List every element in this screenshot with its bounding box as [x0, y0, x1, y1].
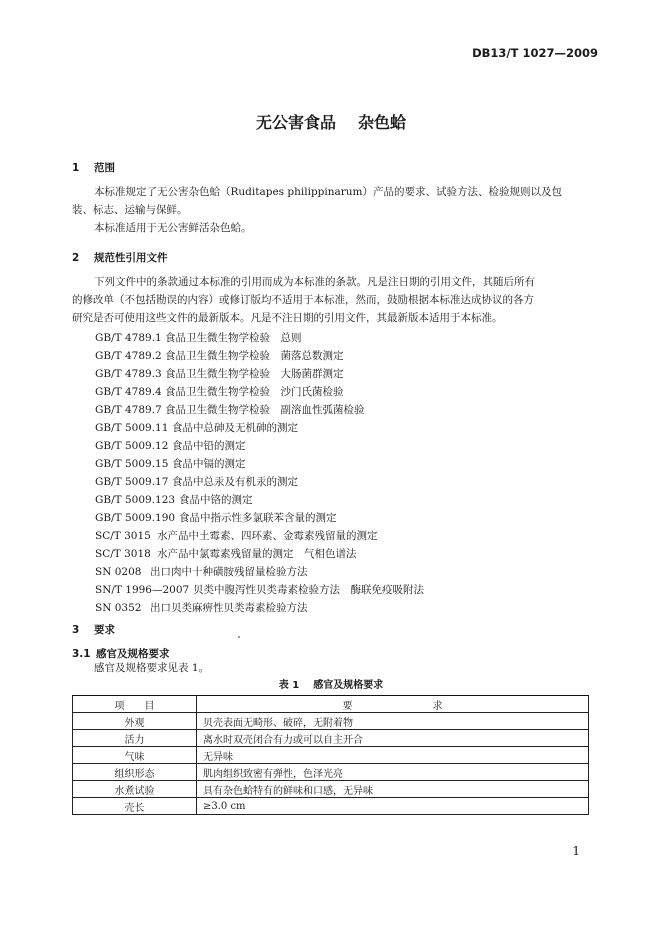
- reference-id: GB/T 5009.190: [95, 512, 176, 524]
- row-requirement: 无异味: [197, 747, 589, 764]
- row-item: 组织形态: [73, 764, 197, 781]
- row-requirement: 具有杂色蛤特有的鲜味和口感，无异味: [197, 781, 589, 798]
- section-1-paragraph-1-line-1: 本标准规定了无公害杂色蛤（Ruditapes philippinarum）产品的要求、试验方法、检验规则以及包: [94, 186, 563, 198]
- reference-item: [95, 528, 378, 543]
- reference-title: 食品卫生微生物学检验 大肠菌群测定: [165, 368, 344, 380]
- reference-title: 出口贝类麻痹性贝类毒素检验方法: [150, 602, 308, 614]
- reference-item: [95, 330, 302, 345]
- table-row: [73, 747, 589, 764]
- reference-item: [95, 384, 344, 399]
- reference-title: 食品中铅的测定: [172, 440, 246, 452]
- reference-item: [95, 564, 308, 579]
- reference-title: 食品卫生微生物学检验 总则: [165, 332, 302, 344]
- table-row: [73, 798, 589, 815]
- reference-item: [95, 582, 424, 597]
- table-1-title: 感官及规格要求: [313, 680, 384, 691]
- row-item: 气味: [73, 747, 197, 764]
- reference-title: 食品中总砷及无机砷的测定: [172, 422, 298, 434]
- row-item: 壳长: [73, 798, 197, 815]
- reference-title: 出口肉中十种磺胺残留量检验方法: [150, 566, 308, 578]
- reference-id: GB/T 5009.11: [95, 422, 169, 434]
- section-3-heading: [72, 622, 115, 637]
- table-1-number: 表 1: [278, 680, 300, 691]
- reference-item: [95, 474, 298, 489]
- subsection-3-1-text: 感官及规格要求见表 1。: [94, 662, 210, 674]
- row-requirement: 贝壳表面无畸形、破碎，无附着物: [197, 713, 589, 730]
- reference-id: GB/T 4789.1: [95, 332, 162, 344]
- reference-item: [95, 402, 365, 417]
- subsection-3-1-heading: [72, 646, 170, 661]
- row-requirement: 离水时双壳闭合有力或可以自主开合: [197, 730, 589, 747]
- reference-item: [95, 438, 246, 453]
- section-1-paragraph-1-line-2: 装、标志、运输与保鲜。: [72, 204, 188, 216]
- standard-code: DB13/T 1027—2009: [472, 46, 598, 60]
- print-speck: [238, 636, 240, 638]
- reference-item: [95, 546, 357, 561]
- row-item: 外观: [73, 713, 197, 730]
- reference-title: 食品中指示性多氯联苯含量的测定: [179, 512, 337, 524]
- reference-id: GB/T 5009.12: [95, 440, 169, 452]
- section-3-title: 要求: [94, 624, 115, 636]
- table-row: [73, 764, 589, 781]
- subsection-3-1-title: 感官及规格要求: [96, 648, 170, 660]
- reference-id: GB/T 5009.15: [95, 458, 169, 470]
- reference-title: 水产品中氯霉素残留量的测定 气相色谱法: [157, 548, 357, 560]
- title-part-1: 无公害食品: [255, 113, 336, 132]
- section-1-number: 1: [72, 162, 80, 174]
- section-2-paragraph-line-2: 的修改单（不包括勘误的内容）或修订版均不适用于本标准，然而，鼓励根据本标准达成协议的各方: [72, 294, 534, 306]
- reference-id: SC/T 3018: [95, 548, 151, 560]
- section-2-number: 2: [72, 252, 80, 264]
- section-2-heading: [72, 250, 168, 265]
- reference-id: SC/T 3015: [95, 530, 151, 542]
- section-2-paragraph-line-3: 研究是否可使用这些文件的最新版本。凡是不注日期的引用文件，其最新版本适用于本标准。: [72, 312, 503, 324]
- reference-id: GB/T 5009.123: [95, 494, 176, 506]
- reference-item: [95, 600, 308, 615]
- section-1-paragraph-2: 本标准适用于无公害鲜活杂色蛤。: [94, 222, 252, 234]
- reference-title: 食品中铬的测定: [179, 494, 253, 506]
- reference-id: SN/T 1996—2007: [95, 584, 190, 596]
- reference-item: [95, 348, 344, 363]
- sensory-spec-table: [72, 695, 589, 815]
- reference-id: GB/T 4789.7: [95, 404, 162, 416]
- title-part-2: 杂色蛤: [358, 113, 407, 132]
- section-2-title: 规范性引用文件: [94, 252, 168, 264]
- reference-title: 贝类中腹泻性贝类毒素检验方法 酶联免疫吸附法: [193, 584, 424, 596]
- column-header-item: 项 目: [73, 696, 197, 713]
- table-1-caption: [0, 676, 662, 691]
- subsection-3-1-number: 3.1: [72, 648, 91, 660]
- row-requirement: 肌肉组织致密有弹性，色泽光亮: [197, 764, 589, 781]
- reference-id: SN 0352: [95, 602, 142, 614]
- reference-title: 食品卫生微生物学检验 菌落总数测定: [165, 350, 344, 362]
- reference-title: 食品卫生微生物学检验 沙门氏菌检验: [165, 386, 344, 398]
- reference-id: SN 0208: [95, 566, 142, 578]
- table-row: [73, 730, 589, 747]
- reference-item: [95, 366, 344, 381]
- reference-id: GB/T 4789.3: [95, 368, 162, 380]
- reference-title: 食品中总汞及有机汞的测定: [172, 476, 298, 488]
- reference-item: [95, 492, 253, 507]
- reference-item: [95, 510, 337, 525]
- reference-id: GB/T 4789.4: [95, 386, 162, 398]
- row-item: 水煮试验: [73, 781, 197, 798]
- section-2-paragraph-line-1: 下列文件中的条款通过本标准的引用而成为本标准的条款。凡是注日期的引用文件，其随后所有: [94, 276, 535, 288]
- reference-id: GB/T 4789.2: [95, 350, 162, 362]
- reference-title: 食品卫生微生物学检验 副溶血性弧菌检验: [165, 404, 365, 416]
- reference-title: 食品中镉的测定: [172, 458, 246, 470]
- table-header-row: [73, 696, 589, 713]
- reference-item: [95, 420, 298, 435]
- section-1-heading: [72, 160, 115, 175]
- document-title: [0, 110, 662, 133]
- section-1-title: 范围: [94, 162, 115, 174]
- reference-item: [95, 456, 246, 471]
- row-item: 活力: [73, 730, 197, 747]
- column-header-requirement: 要 求: [197, 696, 589, 713]
- table-row: [73, 781, 589, 798]
- row-requirement: ≥3.0 cm: [197, 798, 589, 815]
- reference-title: 水产品中土霉素、四环素、金霉素残留量的测定: [157, 530, 378, 542]
- table-row: [73, 713, 589, 730]
- section-3-number: 3: [72, 624, 80, 636]
- reference-id: GB/T 5009.17: [95, 476, 169, 488]
- page-number: 1: [572, 844, 580, 858]
